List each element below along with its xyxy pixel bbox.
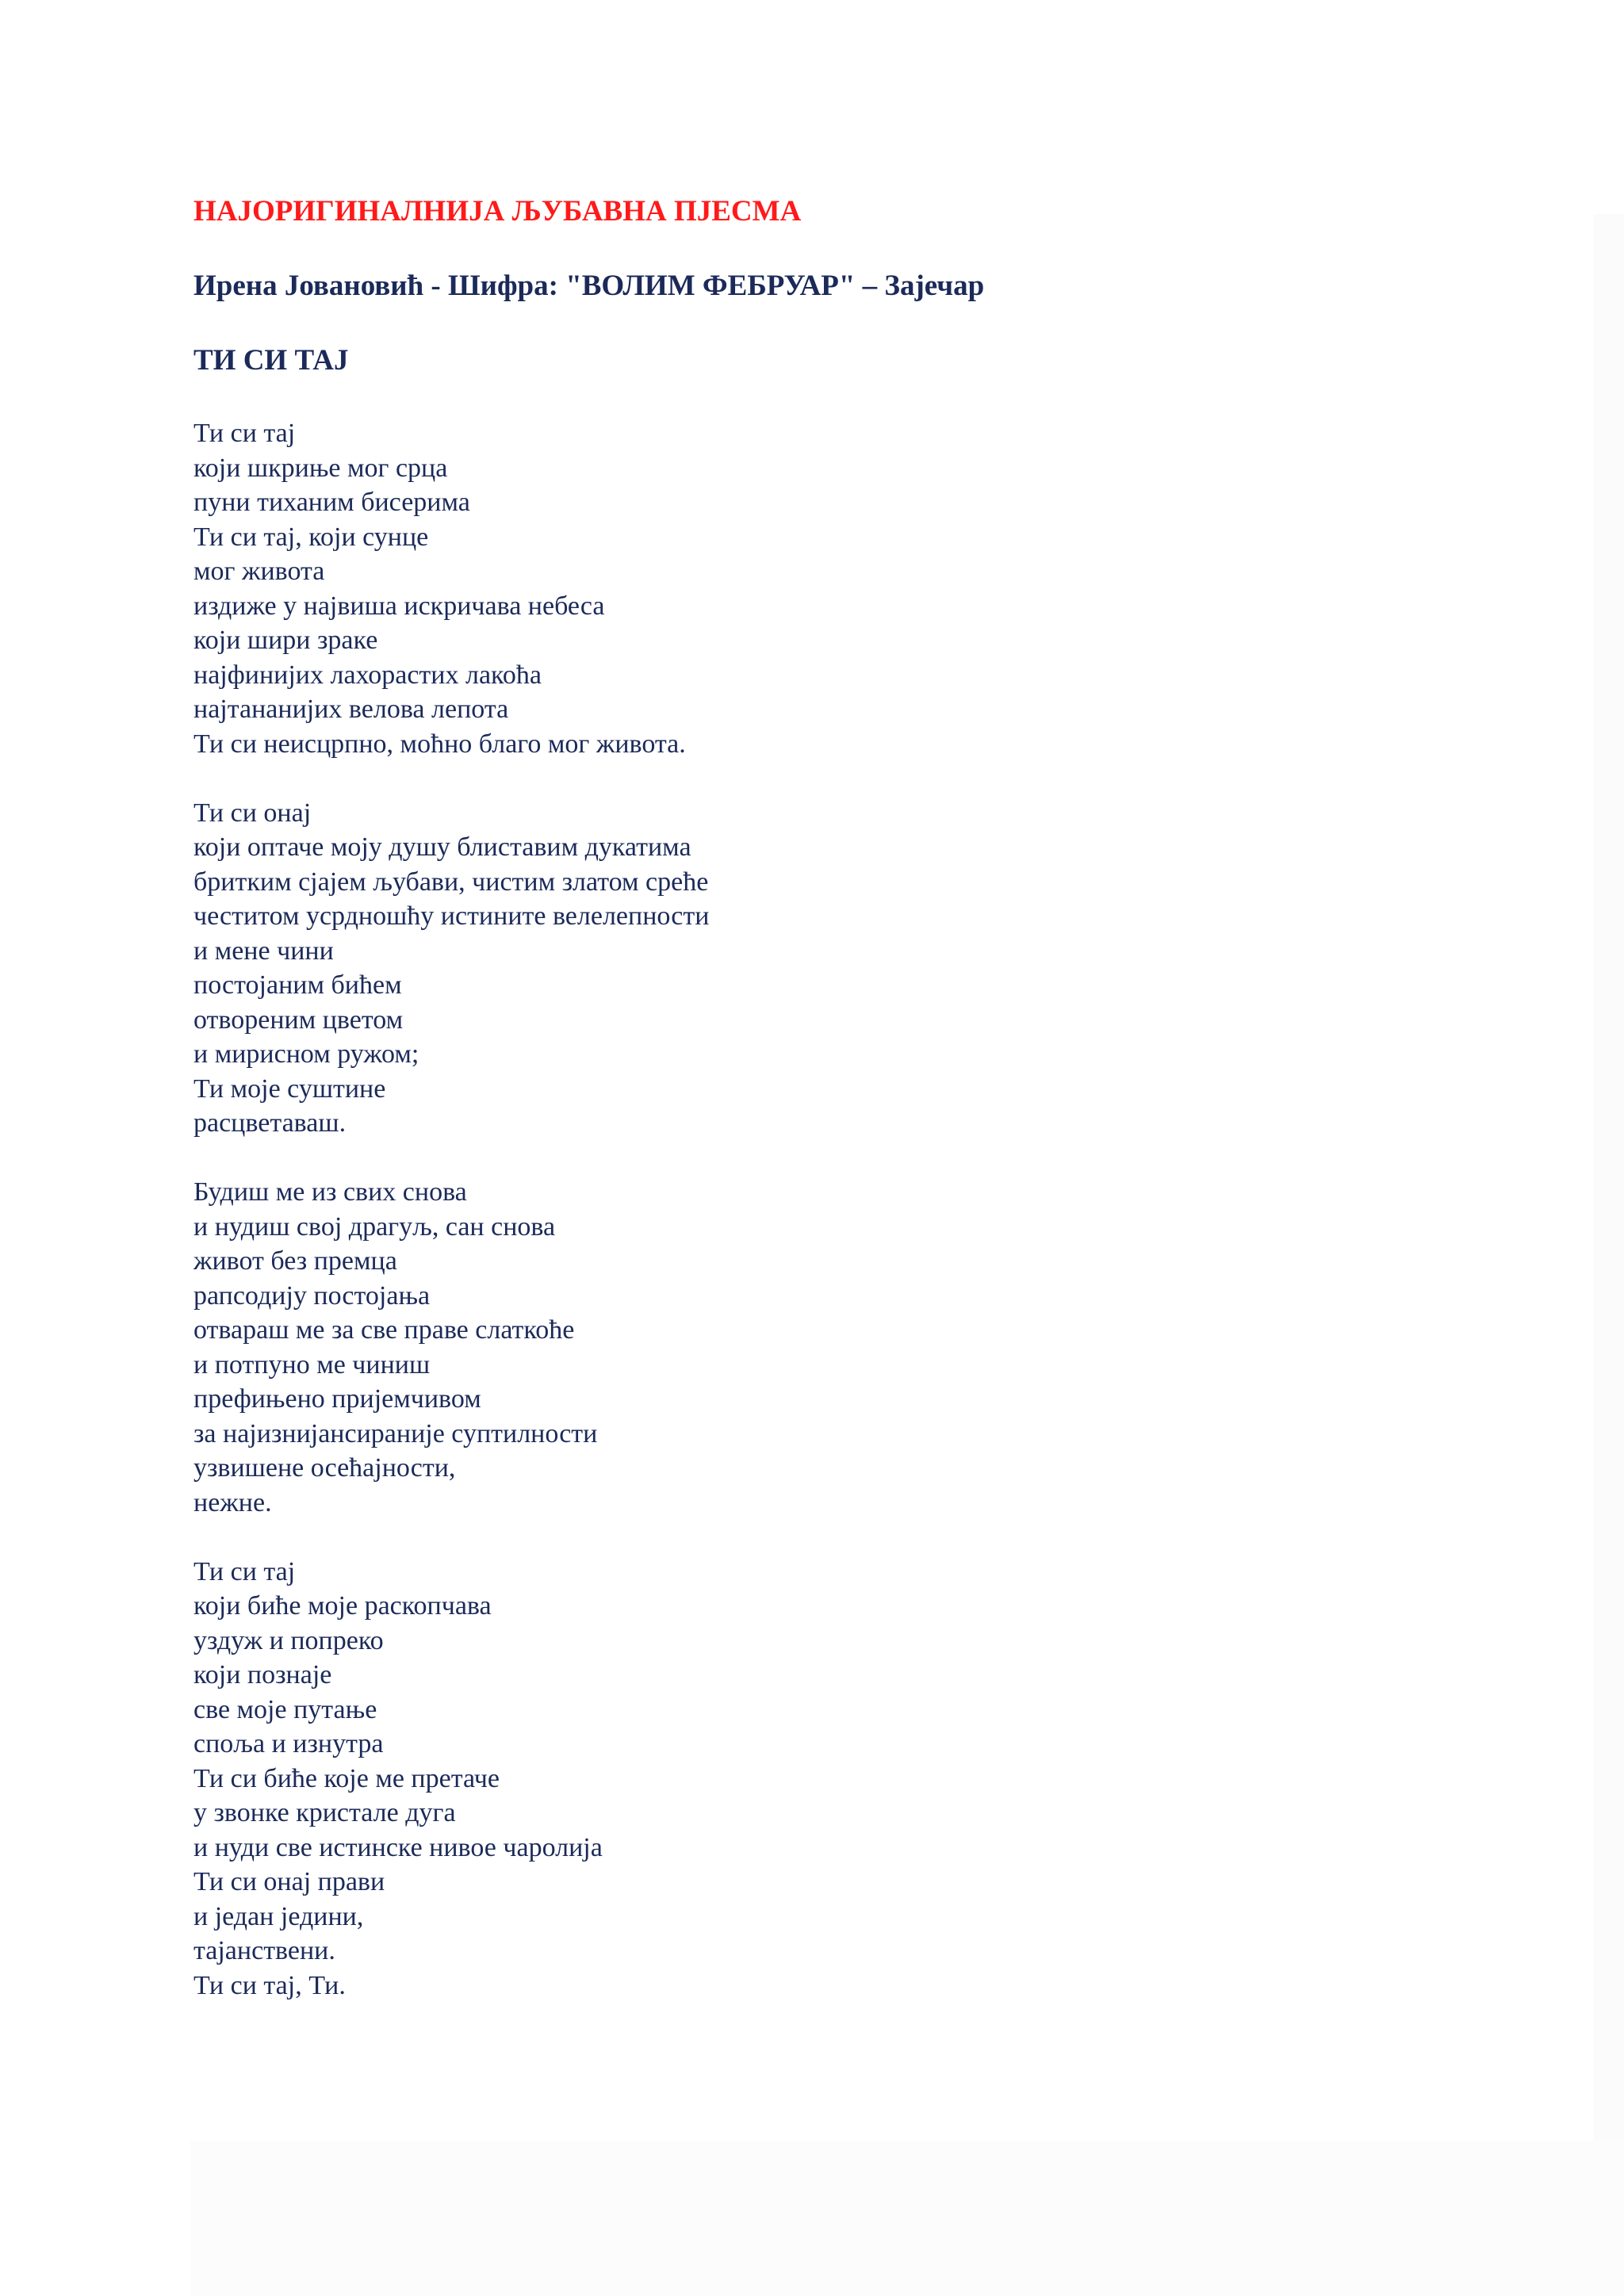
page-edge-shade (1594, 214, 1624, 2296)
poem-line: који шкриње мог срца (193, 453, 448, 483)
poem-line: и нуди све истинске нивое чаролија (193, 1832, 603, 1862)
poem-line: мог живота (193, 557, 325, 586)
poem-line: који познаје (193, 1660, 332, 1689)
poem-body (193, 416, 1542, 2003)
poem-line: бритким сјајем љубави, чистим златом среће (193, 867, 709, 897)
poem-line: и мене чини (193, 936, 334, 966)
poem-line: Ти си тај (193, 419, 296, 448)
poem-stanza (193, 1175, 1542, 1520)
poem-line: споља и изнутра (193, 1729, 384, 1758)
document-title: НАЈОРИГИНАЛНИЈА ЉУБАВНА ПЈЕСМА (193, 195, 802, 228)
poem-line: нежне. (193, 1487, 272, 1517)
poem-stanza (193, 1555, 1542, 2003)
poem-line: Ти си тај (193, 1556, 296, 1586)
poem-line: рапсодију постојања (193, 1280, 431, 1311)
poem-line: живот без премца (193, 1246, 397, 1276)
poem-line: Ти моје суштине (193, 1073, 386, 1104)
poem-line: и један једини, (193, 1901, 364, 1931)
poem-line: узвишене осећајности, (193, 1453, 456, 1483)
poem-line: који шири зраке (193, 626, 378, 655)
poem-stanza (193, 796, 1542, 1141)
poem-line: Ти си тај, који сунце (193, 522, 429, 552)
poem-line: Ти си онај (193, 798, 312, 828)
poem-line: тајанствени. (193, 1936, 335, 1965)
poem-line: издиже у највиша искричава небеса (193, 591, 605, 621)
author-line: Ирена Јовановић - Шифра: "ВОЛИМ ФЕБРУАР" – Зајечар (193, 270, 985, 302)
poem-line: Ти си неисцрпно, моћно благо мог живота. (193, 729, 686, 759)
poem-line: Ти си тај, Ти. (193, 1970, 346, 2000)
poem-line: најфинијих лахорастих лакоћа (193, 660, 542, 690)
poem-line: и потпуно ме чиниш (193, 1349, 431, 1380)
page-bottom-shade (190, 2141, 1624, 2296)
poem-title: ТИ СИ ТАЈ (193, 344, 349, 377)
document-body (193, 193, 1542, 2038)
poem-line: Будиш ме из свих снова (193, 1177, 467, 1207)
poem-line: за најизнијансираније суптилности (193, 1418, 598, 1448)
poem-line: који оптаче моју душу блиставим дукатима (193, 832, 691, 862)
poem-line: Ти си биће које ме претаче (193, 1763, 500, 1793)
poem-line: постојаним бићем (193, 970, 402, 1000)
poem-line: пуни тиханим бисерима (193, 488, 470, 517)
poem-stanza (193, 416, 1542, 761)
poem-line: отвореним цветом (193, 1004, 404, 1035)
poem-line: расцветаваш. (193, 1108, 347, 1138)
poem-line: који биће моје раскопчава (193, 1591, 492, 1621)
poem-line: честитом усрдношћу истините велелепности (193, 901, 710, 931)
poem-line: у звонке кристале дуга (193, 1798, 456, 1827)
poem-line: и нудиш свој драгуљ, сан снова (193, 1211, 556, 1242)
poem-line: и мирисном ружом; (193, 1039, 419, 1069)
poem-line: префињено пријемчивом (193, 1384, 481, 1414)
poem-line: све моје путање (193, 1694, 377, 1724)
poem-line: отвараш ме за све праве слаткоће (193, 1315, 575, 1345)
poem-line: најтананијих велова лепота (193, 695, 509, 724)
poem-line: Ти си онај прави (193, 1867, 385, 1896)
poem-line: уздуж и попреко (193, 1625, 384, 1655)
